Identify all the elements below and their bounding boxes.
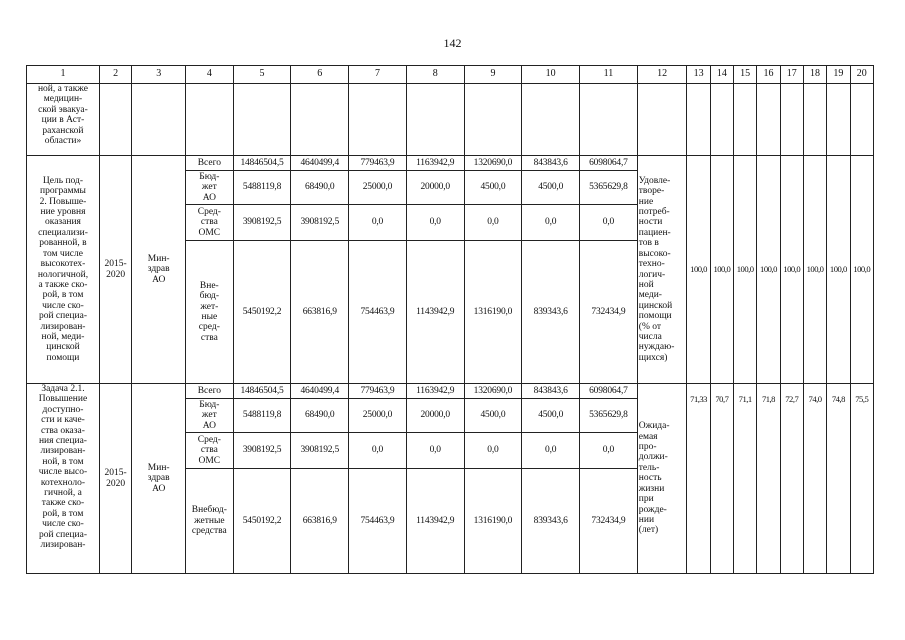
- funding-source: Сред- ства ОМС: [186, 205, 234, 241]
- indicator-value: 75,5: [850, 384, 874, 574]
- indicator-value: 100,0: [827, 156, 850, 384]
- column-header: 11: [580, 66, 638, 84]
- funding-source: Вне- бюд- жет- ные сред- ства: [186, 241, 234, 384]
- value-cell: 1143942,9: [406, 241, 464, 384]
- period: 2015- 2020: [99, 384, 131, 574]
- value-cell: 5365629,8: [580, 171, 638, 205]
- value-cell: 5450192,2: [233, 241, 291, 384]
- value-cell: 663816,9: [291, 241, 349, 384]
- value-cell: 4500,0: [464, 171, 522, 205]
- header-row: [27, 66, 874, 84]
- table-row: [27, 156, 874, 171]
- value-cell: 6098064,7: [580, 384, 638, 399]
- value-cell: 20000,0: [406, 399, 464, 433]
- indicator-value: 70,7: [710, 384, 733, 574]
- value-cell: 663816,9: [291, 469, 349, 574]
- column-header: 17: [780, 66, 803, 84]
- value-cell: 1320690,0: [464, 384, 522, 399]
- funding-source: Бюд- жет АО: [186, 171, 234, 205]
- column-header: 8: [406, 66, 464, 84]
- value-cell: 0,0: [406, 205, 464, 241]
- task-name: Задача 2.1. Повышение доступно- сти и каче- ства оказа- ния специа- лизирован- ной, в том числе высо- котехноло- гичной, а также ско- рой, в том числе ско- рой специа- лизирован-: [27, 384, 100, 574]
- indicator-name: Удовле- творе- ние потреб- ности пациен- тов в высоко- техно- логич- ной меди- цинской помощи (% от числа нуждаю- щихся): [637, 156, 687, 384]
- indicator-name: Ожида- емая про- должи- тель- ность жизни при рожде- нии (лет): [637, 384, 687, 574]
- value-cell: 68490,0: [291, 171, 349, 205]
- value-cell: 0,0: [580, 433, 638, 469]
- funding-source: Бюд- жет АО: [186, 399, 234, 433]
- indicator-value: 71,1: [734, 384, 757, 574]
- executor: Мин- здрав АО: [132, 384, 186, 574]
- value-cell: 5488119,8: [233, 171, 291, 205]
- column-header: 19: [827, 66, 850, 84]
- value-cell: 25000,0: [349, 171, 407, 205]
- value-cell: 1320690,0: [464, 156, 522, 171]
- value-cell: 4640499,4: [291, 384, 349, 399]
- page-number: 142: [443, 36, 462, 50]
- funding-source: Внебюд- жетные средства: [186, 469, 234, 574]
- indicator-value: 100,0: [757, 156, 780, 384]
- value-cell: 0,0: [349, 205, 407, 241]
- column-header: 1: [27, 66, 100, 84]
- value-cell: 68490,0: [291, 399, 349, 433]
- value-cell: 20000,0: [406, 171, 464, 205]
- value-cell: 754463,9: [349, 469, 407, 574]
- value-cell: 3908192,5: [291, 433, 349, 469]
- value-cell: 0,0: [522, 205, 580, 241]
- funding-source: Всего: [186, 156, 234, 171]
- value-cell: 754463,9: [349, 241, 407, 384]
- column-header: 2: [99, 66, 131, 84]
- value-cell: 4640499,4: [291, 156, 349, 171]
- value-cell: 14846504,5: [233, 156, 291, 171]
- value-cell: 5488119,8: [233, 399, 291, 433]
- indicator-value: 72,7: [780, 384, 803, 574]
- value-cell: 0,0: [464, 205, 522, 241]
- value-cell: 843843,6: [522, 384, 580, 399]
- column-header: 4: [186, 66, 234, 84]
- indicator-value: 71,8: [757, 384, 780, 574]
- indicator-value: 100,0: [710, 156, 733, 384]
- value-cell: 732434,9: [580, 469, 638, 574]
- column-header: 12: [637, 66, 687, 84]
- indicator-value: 100,0: [687, 156, 710, 384]
- funding-source: Всего: [186, 384, 234, 399]
- column-header: 18: [803, 66, 826, 84]
- column-header: 9: [464, 66, 522, 84]
- column-header: 20: [850, 66, 874, 84]
- value-cell: 3908192,5: [233, 433, 291, 469]
- column-header: 14: [710, 66, 733, 84]
- indicator-value: 74,8: [827, 384, 850, 574]
- value-cell: 1143942,9: [406, 469, 464, 574]
- table-row: [27, 384, 874, 399]
- indicator-value: 100,0: [780, 156, 803, 384]
- value-cell: 1316190,0: [464, 241, 522, 384]
- column-header: 7: [349, 66, 407, 84]
- value-cell: 4500,0: [522, 171, 580, 205]
- indicator-value: 100,0: [734, 156, 757, 384]
- period: 2015- 2020: [99, 156, 131, 384]
- executor: Мин- здрав АО: [132, 156, 186, 384]
- value-cell: 732434,9: [580, 241, 638, 384]
- value-cell: 6098064,7: [580, 156, 638, 171]
- value-cell: 3908192,5: [233, 205, 291, 241]
- value-cell: 1316190,0: [464, 469, 522, 574]
- value-cell: 839343,6: [522, 241, 580, 384]
- column-header: 13: [687, 66, 710, 84]
- column-header: 15: [734, 66, 757, 84]
- value-cell: 4500,0: [522, 399, 580, 433]
- indicator-value: 71,33: [687, 384, 710, 574]
- continuation-text: ной, а также медицин- ской эвакуа- ции в Аст- раханской области»: [27, 84, 100, 156]
- value-cell: 1163942,9: [406, 156, 464, 171]
- column-header: 6: [291, 66, 349, 84]
- value-cell: 839343,6: [522, 469, 580, 574]
- indicator-value: 100,0: [803, 156, 826, 384]
- value-cell: 25000,0: [349, 399, 407, 433]
- value-cell: 779463,9: [349, 156, 407, 171]
- value-cell: 5450192,2: [233, 469, 291, 574]
- funding-source: Сред- ства ОМС: [186, 433, 234, 469]
- column-header: 5: [233, 66, 291, 84]
- value-cell: 14846504,5: [233, 384, 291, 399]
- value-cell: 3908192,5: [291, 205, 349, 241]
- indicator-value: 100,0: [850, 156, 874, 384]
- indicator-value: 74,0: [803, 384, 826, 574]
- continuation-row: [27, 84, 874, 156]
- column-header: 10: [522, 66, 580, 84]
- value-cell: 5365629,8: [580, 399, 638, 433]
- value-cell: 843843,6: [522, 156, 580, 171]
- value-cell: 0,0: [522, 433, 580, 469]
- value-cell: 0,0: [464, 433, 522, 469]
- value-cell: 0,0: [349, 433, 407, 469]
- goal-name: Цель под- программы 2. Повыше- ние уровня оказания специализи- рованной, в том числе высокотех- нологичной, а также ско- рой, в том числе ско- рой специа- лизирован- ной, меди- цинской помощи: [27, 156, 100, 384]
- column-header: 16: [757, 66, 780, 84]
- value-cell: 779463,9: [349, 384, 407, 399]
- program-table: [26, 65, 874, 574]
- value-cell: 4500,0: [464, 399, 522, 433]
- value-cell: 0,0: [406, 433, 464, 469]
- value-cell: 0,0: [580, 205, 638, 241]
- column-header: 3: [132, 66, 186, 84]
- value-cell: 1163942,9: [406, 384, 464, 399]
